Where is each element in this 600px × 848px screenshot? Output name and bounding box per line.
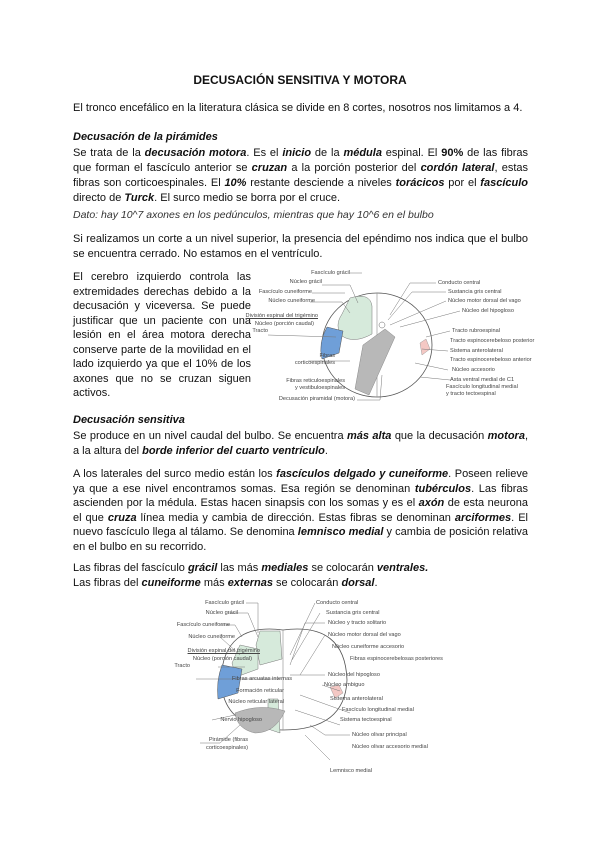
diagram-label: Fascículo longitudinal medial [342,707,414,713]
sensitiva-paragraph-2 [73,467,528,555]
diagram-label: corticoespinales [294,360,335,366]
body-text: de la [311,147,344,159]
emphasis-text: cruzan [251,162,288,174]
emphasis-text: borde inferior del cuarto ventrículo [142,445,325,457]
body-text: y cambia de posición relativa en el bulbo en su recorrido. [73,526,529,553]
diagram-label: Núcleo olivar accesorio medial [352,744,428,750]
emphasis-text: arciformes [454,511,512,524]
emphasis-text: Turck [124,192,155,204]
body-text: más [200,577,228,589]
emphasis-text: lemnisco medial [297,526,384,539]
diagram-label: corticoespinales) [206,745,248,751]
emphasis-text: axón [418,497,445,510]
emphasis-text: más alta [346,430,392,442]
diagram-label: Tracto [252,328,268,334]
diagram-label: División espinal del trigémino [187,648,260,654]
body-text: . Es el [246,147,283,159]
emphasis-text: mediales [261,562,309,574]
body-text: de las fibras que forman el fascículo anterior se [73,147,528,174]
diagram-label: Fibras espinocerebelosas posteriores [350,656,443,662]
diagram-label: Núcleo (porción caudal) [254,321,314,327]
emphasis-text: ventrales. [376,562,429,574]
body-text: Las fibras del fascículo [73,562,188,574]
diagram-label: Fascículo cuneiforme [258,289,312,295]
body-text: . [374,577,378,589]
corte-paragraph [73,232,528,262]
diagram-label: Asta ventral medial de C1 [450,377,515,383]
diagram-label: Fibras [319,353,335,359]
emphasis-text: externas [227,577,273,589]
body-text: . Poseen relieve ya que a ese nivel encontramos somas. Esa región se denominan [73,468,528,495]
body-text: se colocarán [308,562,377,574]
body-text: A los laterales del surco medio están los [73,468,277,480]
page-title: DECUSACIÓN SENSITIVA Y MOTORA [193,73,407,87]
diagram-label: Núcleo motor dorsal del vago [328,632,401,638]
diagram-label: Núcleo reticular lateral [228,699,284,705]
diagram-label: Sistema tectoespinal [340,717,392,723]
body-text: . Las fibras ascienden por la médula. Estas hacen sinapsis con los somas y es el [73,482,528,510]
diagram-label: Conducto central [438,280,481,286]
emphasis-text: fascículo [480,177,528,189]
gracile-cuneate-region [338,296,372,339]
emphasis-text: inicio [282,147,312,159]
emphasis-text: médula [343,147,382,159]
sensitiva-paragraph-1 [73,429,528,459]
diagram-label: Núcleo accesorio [452,367,495,373]
emphasis-text: tubérculos [414,482,472,495]
body-text: restante desciende a niveles [246,177,396,189]
diagram-label: Núcleo grácil [205,610,238,616]
emphasis-text: cruza [107,511,137,524]
diagram-label: Lemnisco medial [330,768,372,774]
diagram-label: Núcleo ambiguo [324,682,365,688]
emphasis-text: 10% [224,177,247,189]
emphasis-text: cordón lateral [420,162,495,174]
intro-paragraph [73,101,528,116]
diagram-label: Sustancia gris central [448,289,502,295]
emphasis-text: decusación motora [144,147,247,159]
dato-note: Dato: hay 10^7 axones en los pedúnculos, mientras que hay 10^6 en el bulbo [73,209,434,221]
diagram-label: Tracto rubroespinal [452,328,500,334]
body-text: Se produce en un nivel caudal del bulbo. Se encuentra [73,430,347,442]
emphasis-text: torácicos [395,177,445,189]
diagram-label: Núcleo grácil [289,279,322,285]
body-text: . El surco medio se borra por el cruce. [154,192,340,204]
diagram-label: Núcleo cuneiforme [268,298,315,304]
cuneiforme-sentence [73,576,528,591]
diagram-label: Núcleo (porción caudal) [192,656,252,662]
diagram-label: Fascículo cuneiforme [176,622,230,628]
body-text: que la decusación [391,430,488,442]
diagram-label: Núcleo del hipogloso [462,308,514,314]
body-text: línea media y cambia de dirección. Estas fibras se denominan [136,511,455,524]
diagram-label: Conducto central [316,600,359,606]
piramides-paragraph [73,146,528,206]
diagram-label: y vestibuloespinales [294,385,345,391]
diagram-label: Nervio hipogloso [220,717,262,723]
diagram-label: Núcleo motor dorsal del vago [448,298,521,304]
emphasis-text: dorsal [341,577,375,589]
diagram-label: Núcleo cuneiforme [188,634,235,640]
diagram-label: Fascículo grácil [311,270,350,276]
emphasis-text: cuneiforme [141,577,201,589]
gracil-sentence [73,561,528,576]
body-text: El cerebro izquierdo controla las extremidades derechas debido a la decusación y viceversa. Se puede justificar que un paciente con una lesión en el área motora derecha conserve parte de la movilidad en el lado izquierdo ya que el 10% de los axones que no se cruzan siguen activos. [73,271,251,399]
diagram-label: Sustancia gris central [326,610,380,616]
medulla-oblongata-diagram [100,595,520,775]
figure-decusacion-piramidal [245,265,550,407]
diagram-label: Sistema anterolateral [450,348,503,354]
diagram-label: Núcleo del hipogloso [328,672,380,678]
body-text: , a la altura del [73,430,528,457]
body-text: , estas fibras son corticoespinales. El [73,162,528,189]
diagram-label: Decusación piramidal (motora) [278,396,355,402]
body-text: de esta neurona el que [73,497,528,524]
figure-decusacion-sensitiva [100,595,520,775]
body-text: a la porción posterior del [287,162,421,174]
section-heading-sensitiva: Decusación sensitiva [73,414,185,426]
body-text: El tronco encefálico en la literatura clásica se divide en 8 cortes, nosotros nos limitamos a 4. [73,102,523,114]
diagram-label: Núcleo y tracto solitario [328,620,387,626]
diagram-label: Sistema anterolateral [330,696,383,702]
diagram-label: División espinal del trigémino [245,313,318,319]
body-text: directo de [73,192,125,204]
diagram-label: Fibras arcuatas internas [231,676,292,682]
emphasis-text: 90% [441,147,464,159]
diagram-label: Pirámide (fibras [208,737,248,743]
diagram-label: Núcleo olivar principal [352,732,407,738]
body-text: . [324,445,328,457]
body-text: espinal. El [381,147,442,159]
emphasis-text: grácil [187,562,218,574]
body-text: . El nuevo fascículo llega al tálamo. Se denomina [73,511,528,539]
section-heading-piramides: Decusación de la pirámides [73,131,218,143]
diagram-label: Tracto [174,663,190,669]
body-text: las más [217,562,262,574]
body-text: por el [444,177,481,189]
body-text: Si realizamos un corte a un nivel superior, la presencia del epéndimo nos indica que el bulbo se encuentra cerrado. No estamos en el ventrículo. [73,233,528,260]
diagram-label: Fibras reticuloespinales [286,378,345,384]
diagram-label: Fascículo longitudinal medial [446,384,518,390]
cerebro-paragraph [73,270,251,401]
body-text: se colocarán [272,577,342,589]
diagram-label: Tracto espinocerebeloso anterior [450,357,532,363]
body-text: Se trata de la [73,147,145,159]
body-text: Las fibras del [73,577,142,589]
diagram-label: Fascículo grácil [205,600,244,606]
emphasis-text: motora [487,430,525,442]
diagram-label: Tracto espinocerebeloso posterior [450,338,535,344]
diagram-label: y tracto tectoespinal [446,391,496,397]
diagram-label: Núcleo cuneiforme accesorio [332,644,405,650]
emphasis-text: fascículos delgado y cuneiforme [276,468,449,480]
diagram-label: Formación reticular [236,688,284,694]
